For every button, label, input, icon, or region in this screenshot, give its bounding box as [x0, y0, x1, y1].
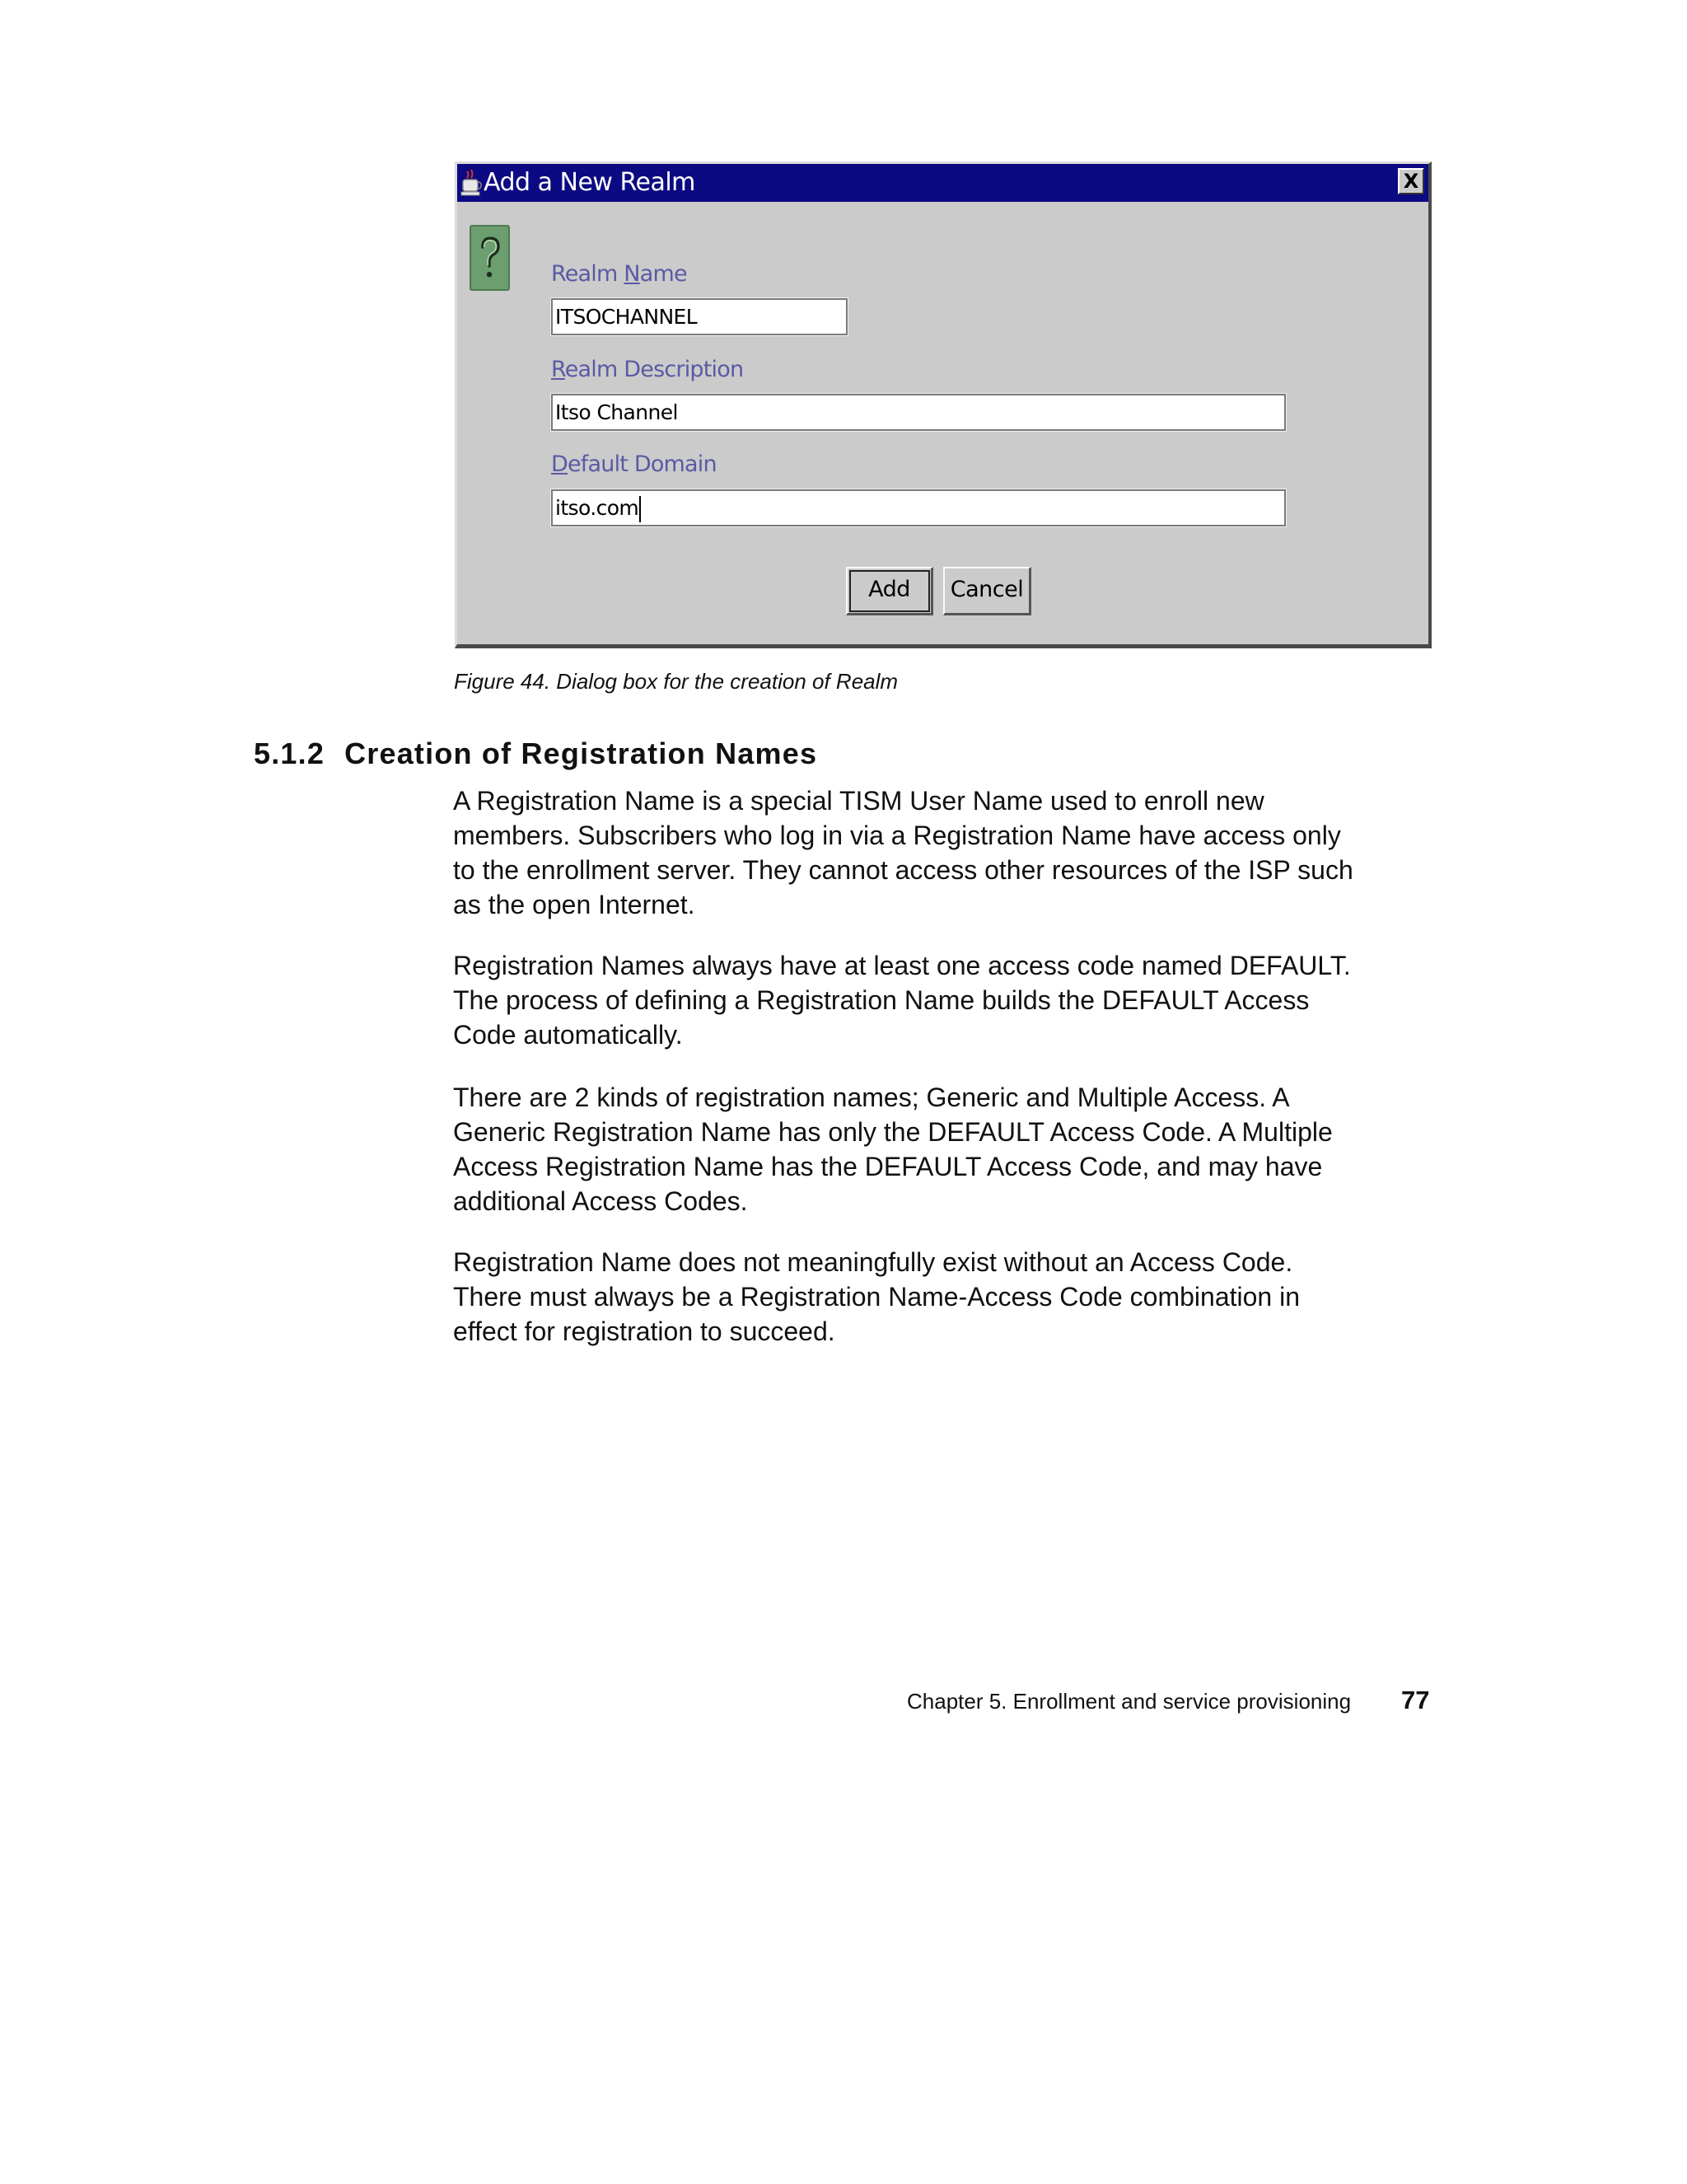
paragraph-line: to the enrollment server. They cannot access other resources of the ISP such: [453, 855, 1353, 885]
cancel-button[interactable]: Cancel: [943, 567, 1031, 615]
realm-name-input[interactable]: ITSOCHANNEL: [551, 298, 848, 335]
paragraph-line: additional Access Codes.: [453, 1186, 748, 1216]
paragraph-line: Access Registration Name has the DEFAULT Access Code, and may have: [453, 1152, 1323, 1181]
default-domain-label: Default Domain: [551, 451, 717, 477]
default-domain-input[interactable]: itso.com: [551, 489, 1286, 526]
footer-chapter: Chapter 5. Enrollment and service provisioning: [907, 1689, 1352, 1714]
paragraph-line: members. Subscribers who log in via a Registration Name have access only: [453, 821, 1341, 850]
paragraph-line: effect for registration to succeed.: [453, 1316, 835, 1346]
close-icon: X: [1403, 170, 1419, 193]
realm-description-label: Realm Description: [551, 357, 744, 382]
paragraph-line: Registration Name does not meaningfully exist without an Access Code.: [453, 1247, 1293, 1277]
page-number: 77: [1401, 1686, 1430, 1714]
realm-description-input[interactable]: Itso Channel: [551, 394, 1286, 431]
paragraph-line: Generic Registration Name has only the DEFAULT Access Code. A Multiple: [453, 1117, 1333, 1147]
paragraph: [453, 783, 1442, 922]
section-number: 5.1.2: [254, 737, 325, 770]
paragraph: [453, 1245, 1442, 1349]
figure-caption: Figure 44. Dialog box for the creation of Realm: [454, 669, 899, 694]
paragraph-line: Registration Names always have at least one access code named DEFAULT.: [453, 951, 1351, 980]
java-app-icon: [460, 168, 482, 198]
add-button[interactable]: Add: [846, 567, 933, 615]
paragraph: [453, 1080, 1442, 1218]
dialog-title-bar[interactable]: [457, 164, 1428, 202]
section-heading: [254, 737, 817, 771]
paragraph-line: Code automatically.: [453, 1020, 683, 1050]
paragraph-line: as the open Internet.: [453, 890, 695, 919]
help-question-icon: [470, 225, 510, 291]
paragraph-line: There are 2 kinds of registration names; Generic and Multiple Access. A: [453, 1083, 1290, 1112]
paragraph: [453, 948, 1442, 1052]
paragraph-line: There must always be a Registration Name-Access Code combination in: [453, 1282, 1301, 1312]
paragraph-line: The process of defining a Registration Name builds the DEFAULT Access: [453, 985, 1310, 1015]
text-caret: [639, 496, 641, 522]
realm-name-label: Realm Name: [551, 261, 687, 287]
add-realm-dialog: [455, 161, 1432, 648]
dialog-title: Add a New Realm: [484, 168, 695, 197]
paragraph-line: A Registration Name is a special TISM User Name used to enroll new: [453, 786, 1264, 816]
section-title: Creation of Registration Names: [344, 737, 818, 770]
close-button[interactable]: [1398, 168, 1424, 194]
